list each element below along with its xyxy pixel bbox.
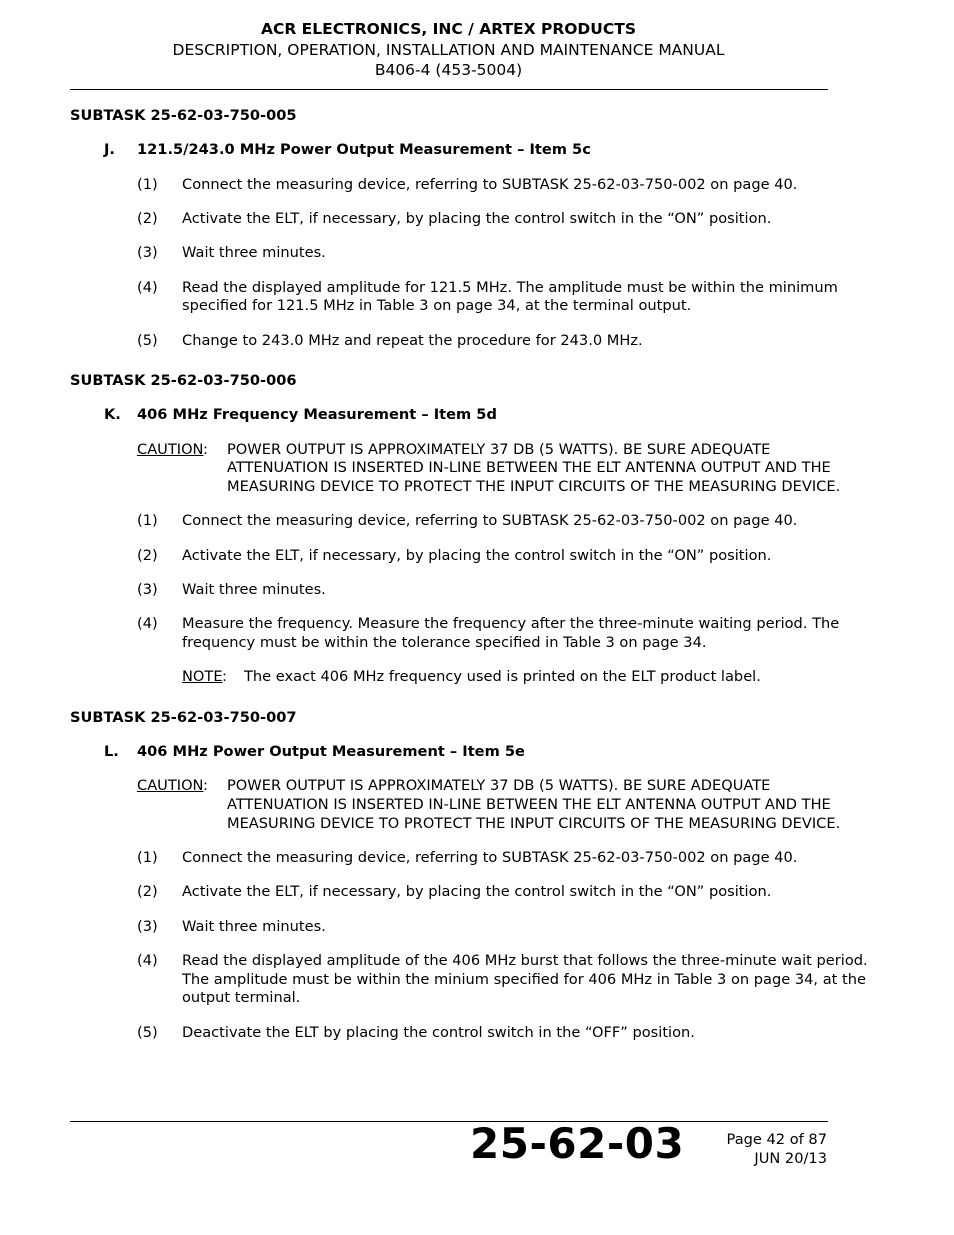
step-number: (3): [137, 581, 158, 598]
caution-label: CAUTION: [137, 441, 204, 458]
step-number: (1): [137, 512, 158, 529]
step-text: specified for 121.5 MHz in Table 3 on page 34, at the terminal output.: [182, 297, 692, 314]
step-text: Connect the measuring device, referring to SUBTASK 25-62-03-750-002 on page 40.: [182, 176, 798, 193]
manual-title: DESCRIPTION, OPERATION, INSTALLATION AND MAINTENANCE MANUAL: [172, 40, 725, 59]
step-text: Activate the ELT, if necessary, by placing the control switch in the “ON” position.: [182, 547, 772, 564]
step-text: Change to 243.0 MHz and repeat the procedure for 243.0 MHz.: [182, 332, 643, 349]
page-header: [70, 19, 827, 81]
step-number: (3): [137, 244, 158, 261]
step-text: Wait three minutes.: [182, 581, 326, 598]
step-number: (5): [137, 1024, 158, 1041]
step-text: Connect the measuring device, referring to SUBTASK 25-62-03-750-002 on page 40.: [182, 849, 798, 866]
step-number: (2): [137, 547, 158, 564]
caution-label: CAUTION: [137, 777, 204, 794]
step-text: Connect the measuring device, referring to SUBTASK 25-62-03-750-002 on page 40.: [182, 512, 798, 529]
step-text: Read the displayed amplitude for 121.5 MHz. The amplitude must be within the minimum: [182, 279, 838, 296]
step-number: (4): [137, 952, 158, 969]
step-number: (5): [137, 332, 158, 349]
step-text: frequency must be within the tolerance specified in Table 3 on page 34.: [182, 634, 707, 651]
step-number: (1): [137, 849, 158, 866]
step-text: Activate the ELT, if necessary, by placing the control switch in the “ON” position.: [182, 210, 772, 227]
caution-text: MEASURING DEVICE TO PROTECT THE INPUT CIRCUITS OF THE MEASURING DEVICE.: [227, 815, 841, 832]
caution-text: POWER OUTPUT IS APPROXIMATELY 37 DB (5 WATTS). BE SURE ADEQUATE: [227, 441, 771, 458]
subtask-heading: SUBTASK 25-62-03-750-006: [70, 372, 297, 389]
step-number: (4): [137, 279, 158, 296]
caution-text: ATTENUATION IS INSERTED IN-LINE BETWEEN THE ELT ANTENNA OUTPUT AND THE: [227, 796, 831, 813]
caution-text: ATTENUATION IS INSERTED IN-LINE BETWEEN THE ELT ANTENNA OUTPUT AND THE: [227, 459, 831, 476]
step-number: (2): [137, 210, 158, 227]
step-text: Deactivate the ELT by placing the control switch in the “OFF” position.: [182, 1024, 695, 1041]
section-letter: J.: [104, 141, 115, 158]
chapter-code: 25-62-03: [470, 1119, 685, 1168]
step-text: Wait three minutes.: [182, 918, 326, 935]
note-colon: :: [222, 668, 227, 685]
page-number: Page 42 of 87: [726, 1131, 827, 1148]
footer-divider: [70, 1121, 828, 1122]
step-number: (1): [137, 176, 158, 193]
section-title: 121.5/243.0 MHz Power Output Measurement – Item 5c: [137, 141, 591, 158]
section-title: 406 MHz Power Output Measurement – Item 5e: [137, 743, 525, 760]
section-letter: L.: [104, 743, 119, 760]
section-title: 406 MHz Frequency Measurement – Item 5d: [137, 406, 497, 423]
step-number: (4): [137, 615, 158, 632]
step-text: Activate the ELT, if necessary, by placing the control switch in the “ON” position.: [182, 883, 772, 900]
step-text: Measure the frequency. Measure the frequency after the three-minute waiting period. The: [182, 615, 840, 632]
note-label: NOTE: [182, 668, 223, 685]
caution-colon: :: [203, 777, 208, 794]
caution-text: MEASURING DEVICE TO PROTECT THE INPUT CIRCUITS OF THE MEASURING DEVICE.: [227, 478, 841, 495]
section-letter: K.: [104, 406, 121, 423]
revision-date: JUN 20/13: [754, 1150, 827, 1167]
step-number: (3): [137, 918, 158, 935]
caution-text: POWER OUTPUT IS APPROXIMATELY 37 DB (5 WATTS). BE SURE ADEQUATE: [227, 777, 771, 794]
step-text: output terminal.: [182, 989, 301, 1006]
model-number: B406-4 (453-5004): [374, 61, 523, 79]
company-name: ACR ELECTRONICS, INC / ARTEX PRODUCTS: [260, 20, 636, 38]
caution-colon: :: [203, 441, 208, 458]
subtask-heading: SUBTASK 25-62-03-750-005: [70, 107, 297, 124]
step-text: The amplitude must be within the minium specified for 406 MHz in Table 3 on page 34, at the: [182, 971, 866, 988]
step-number: (2): [137, 883, 158, 900]
header-divider: [70, 89, 828, 90]
step-text: Read the displayed amplitude of the 406 MHz burst that follows the three-minute wait period.: [182, 952, 868, 969]
note-text: The exact 406 MHz frequency used is printed on the ELT product label.: [244, 668, 761, 685]
subtask-heading: SUBTASK 25-62-03-750-007: [70, 709, 297, 726]
step-text: Wait three minutes.: [182, 244, 326, 261]
